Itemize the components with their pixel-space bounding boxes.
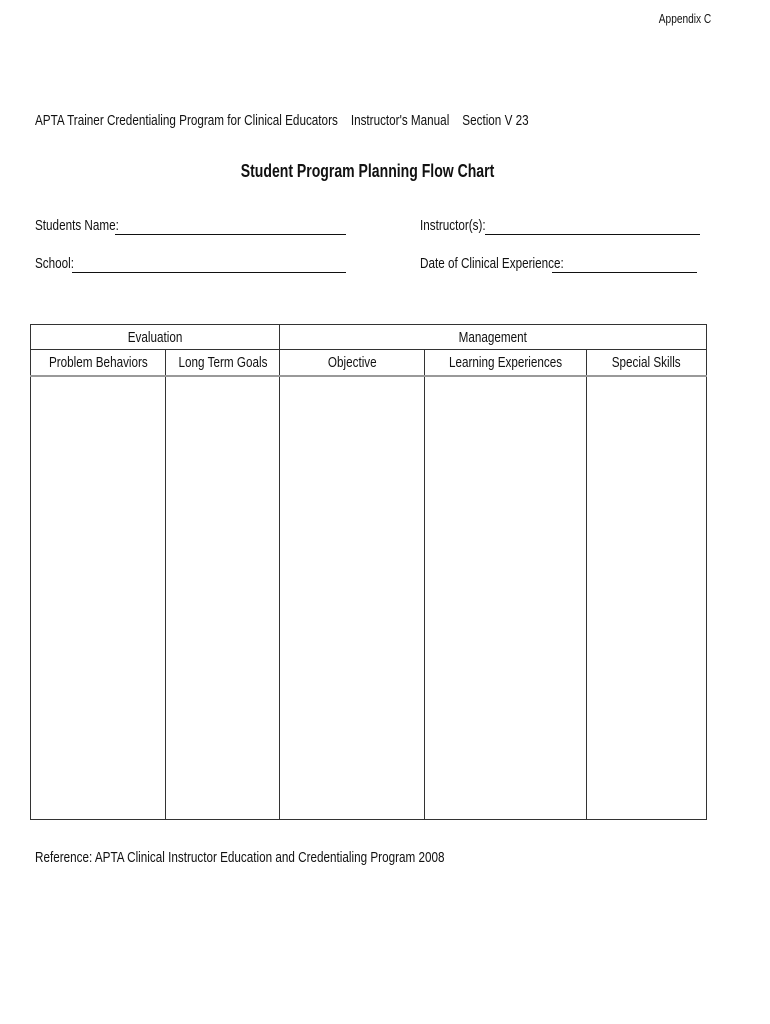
student-name-field[interactable] xyxy=(115,234,346,235)
column-header-problem-behaviors: Problem Behaviors xyxy=(31,350,166,377)
column-header-special-skills: Special Skills xyxy=(587,350,707,377)
date-field[interactable] xyxy=(552,272,697,273)
column-header-long-term-goals: Long Term Goals xyxy=(166,350,280,377)
cell-problem-behaviors[interactable] xyxy=(31,376,166,820)
cell-long-term-goals[interactable] xyxy=(166,376,280,820)
cell-objective[interactable] xyxy=(280,376,425,820)
group-header-management: Management xyxy=(280,325,707,350)
instructors-label: Instructor(s): xyxy=(420,217,486,234)
document-header: APTA Trainer Credentialing Program for Clinical Educators Instructor's Manual Section V 23 xyxy=(35,112,529,129)
page-title: Student Program Planning Flow Chart xyxy=(241,161,495,181)
column-header-learning-experiences: Learning Experiences xyxy=(425,350,587,377)
cell-learning-experiences[interactable] xyxy=(425,376,587,820)
reference-note: Reference: APTA Clinical Instructor Education and Credentialing Program 2008 xyxy=(35,849,445,866)
instructors-field[interactable] xyxy=(485,234,700,235)
date-label: Date of Clinical Experience: xyxy=(420,255,564,272)
appendix-label: Appendix C xyxy=(658,11,711,26)
student-name-label: Students Name: xyxy=(35,217,119,234)
column-header-objective: Objective xyxy=(280,350,425,377)
planning-flow-table xyxy=(30,324,707,820)
school-field[interactable] xyxy=(72,272,346,273)
cell-special-skills[interactable] xyxy=(587,376,707,820)
group-header-evaluation: Evaluation xyxy=(31,325,280,350)
school-label: School: xyxy=(35,255,75,272)
